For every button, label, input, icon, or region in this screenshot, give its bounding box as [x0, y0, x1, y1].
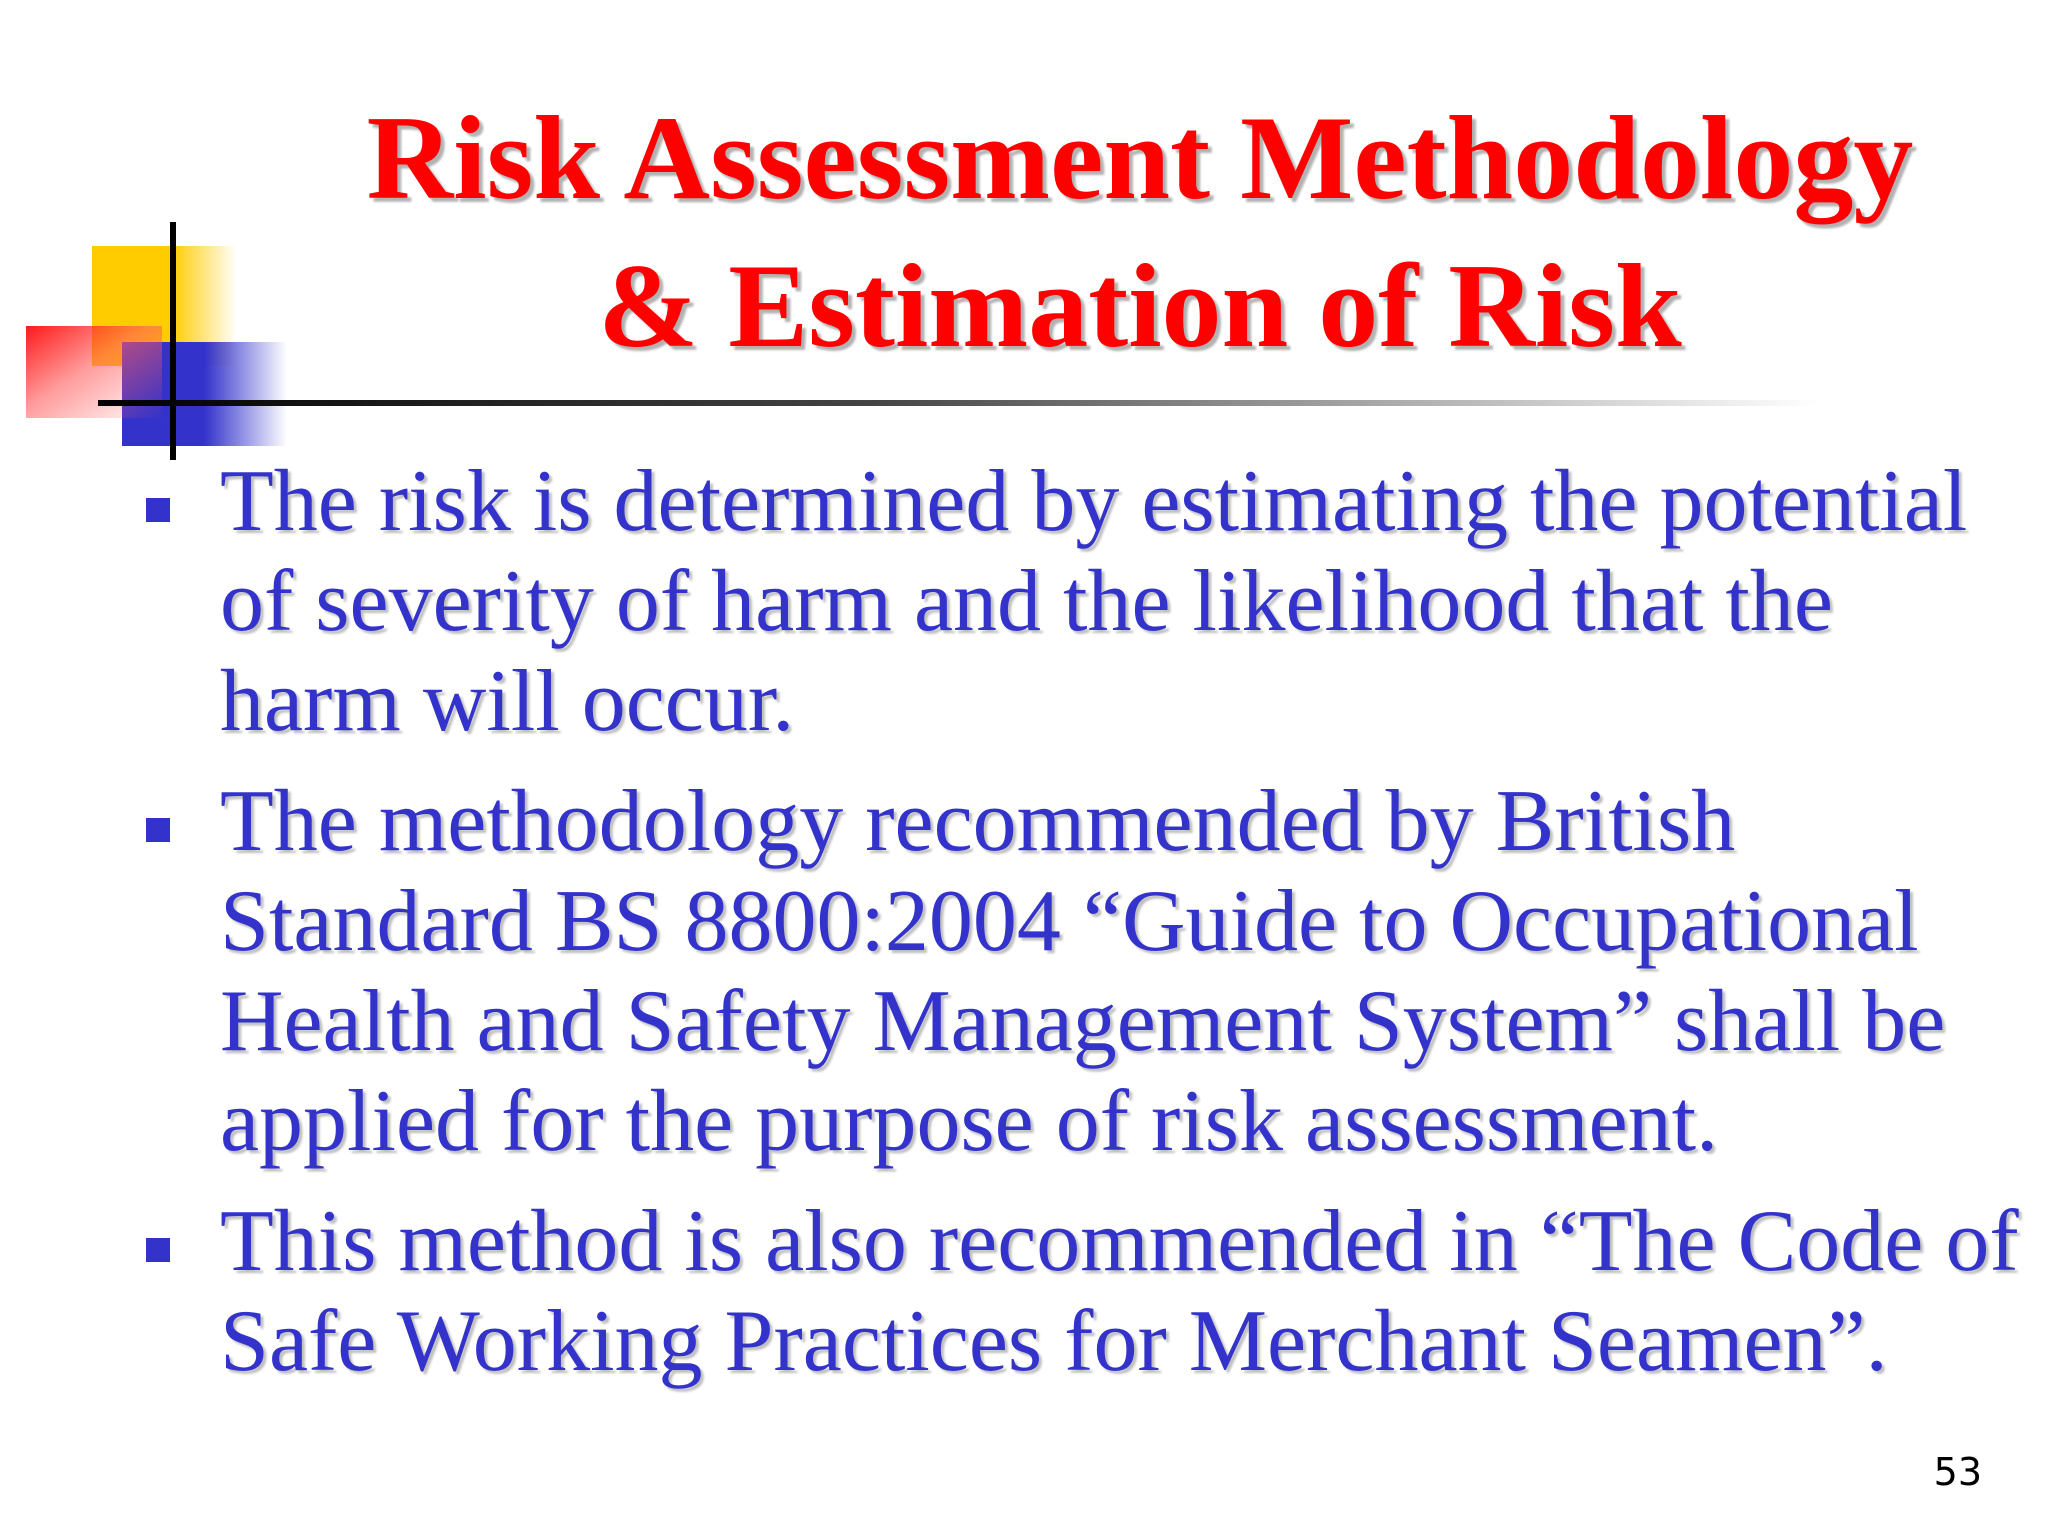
- slide-title: [300, 84, 1980, 380]
- slide-title-line-2: & Estimation of Risk: [598, 239, 1682, 372]
- square-bullet-icon: [146, 1238, 170, 1262]
- title-divider-line: [98, 400, 1818, 406]
- bullet-text: This method is also recommended in “The Code of Safe Working Practices for Merchant Seamen”.: [220, 1193, 2019, 1390]
- bullet-item: [140, 1192, 2020, 1392]
- bullet-item: [140, 452, 2020, 752]
- bullet-list: [140, 452, 2020, 1412]
- decor-vertical-line: [170, 222, 176, 460]
- slide-number: 53: [1933, 1450, 1982, 1494]
- square-bullet-icon: [146, 498, 170, 522]
- slide-title-line-1: Risk Assessment Methodology: [366, 91, 1914, 224]
- bullet-text: The risk is determined by estimating the potential of severity of harm and the likelihood that the harm will occur.: [220, 453, 1968, 750]
- bullet-item: [140, 772, 2020, 1172]
- square-bullet-icon: [146, 818, 170, 842]
- bullet-text: The methodology recommended by British Standard BS 8800:2004 “Guide to Occupational Health and Safety Management System” shall be applied for the purpose of risk assessment.: [220, 773, 1946, 1170]
